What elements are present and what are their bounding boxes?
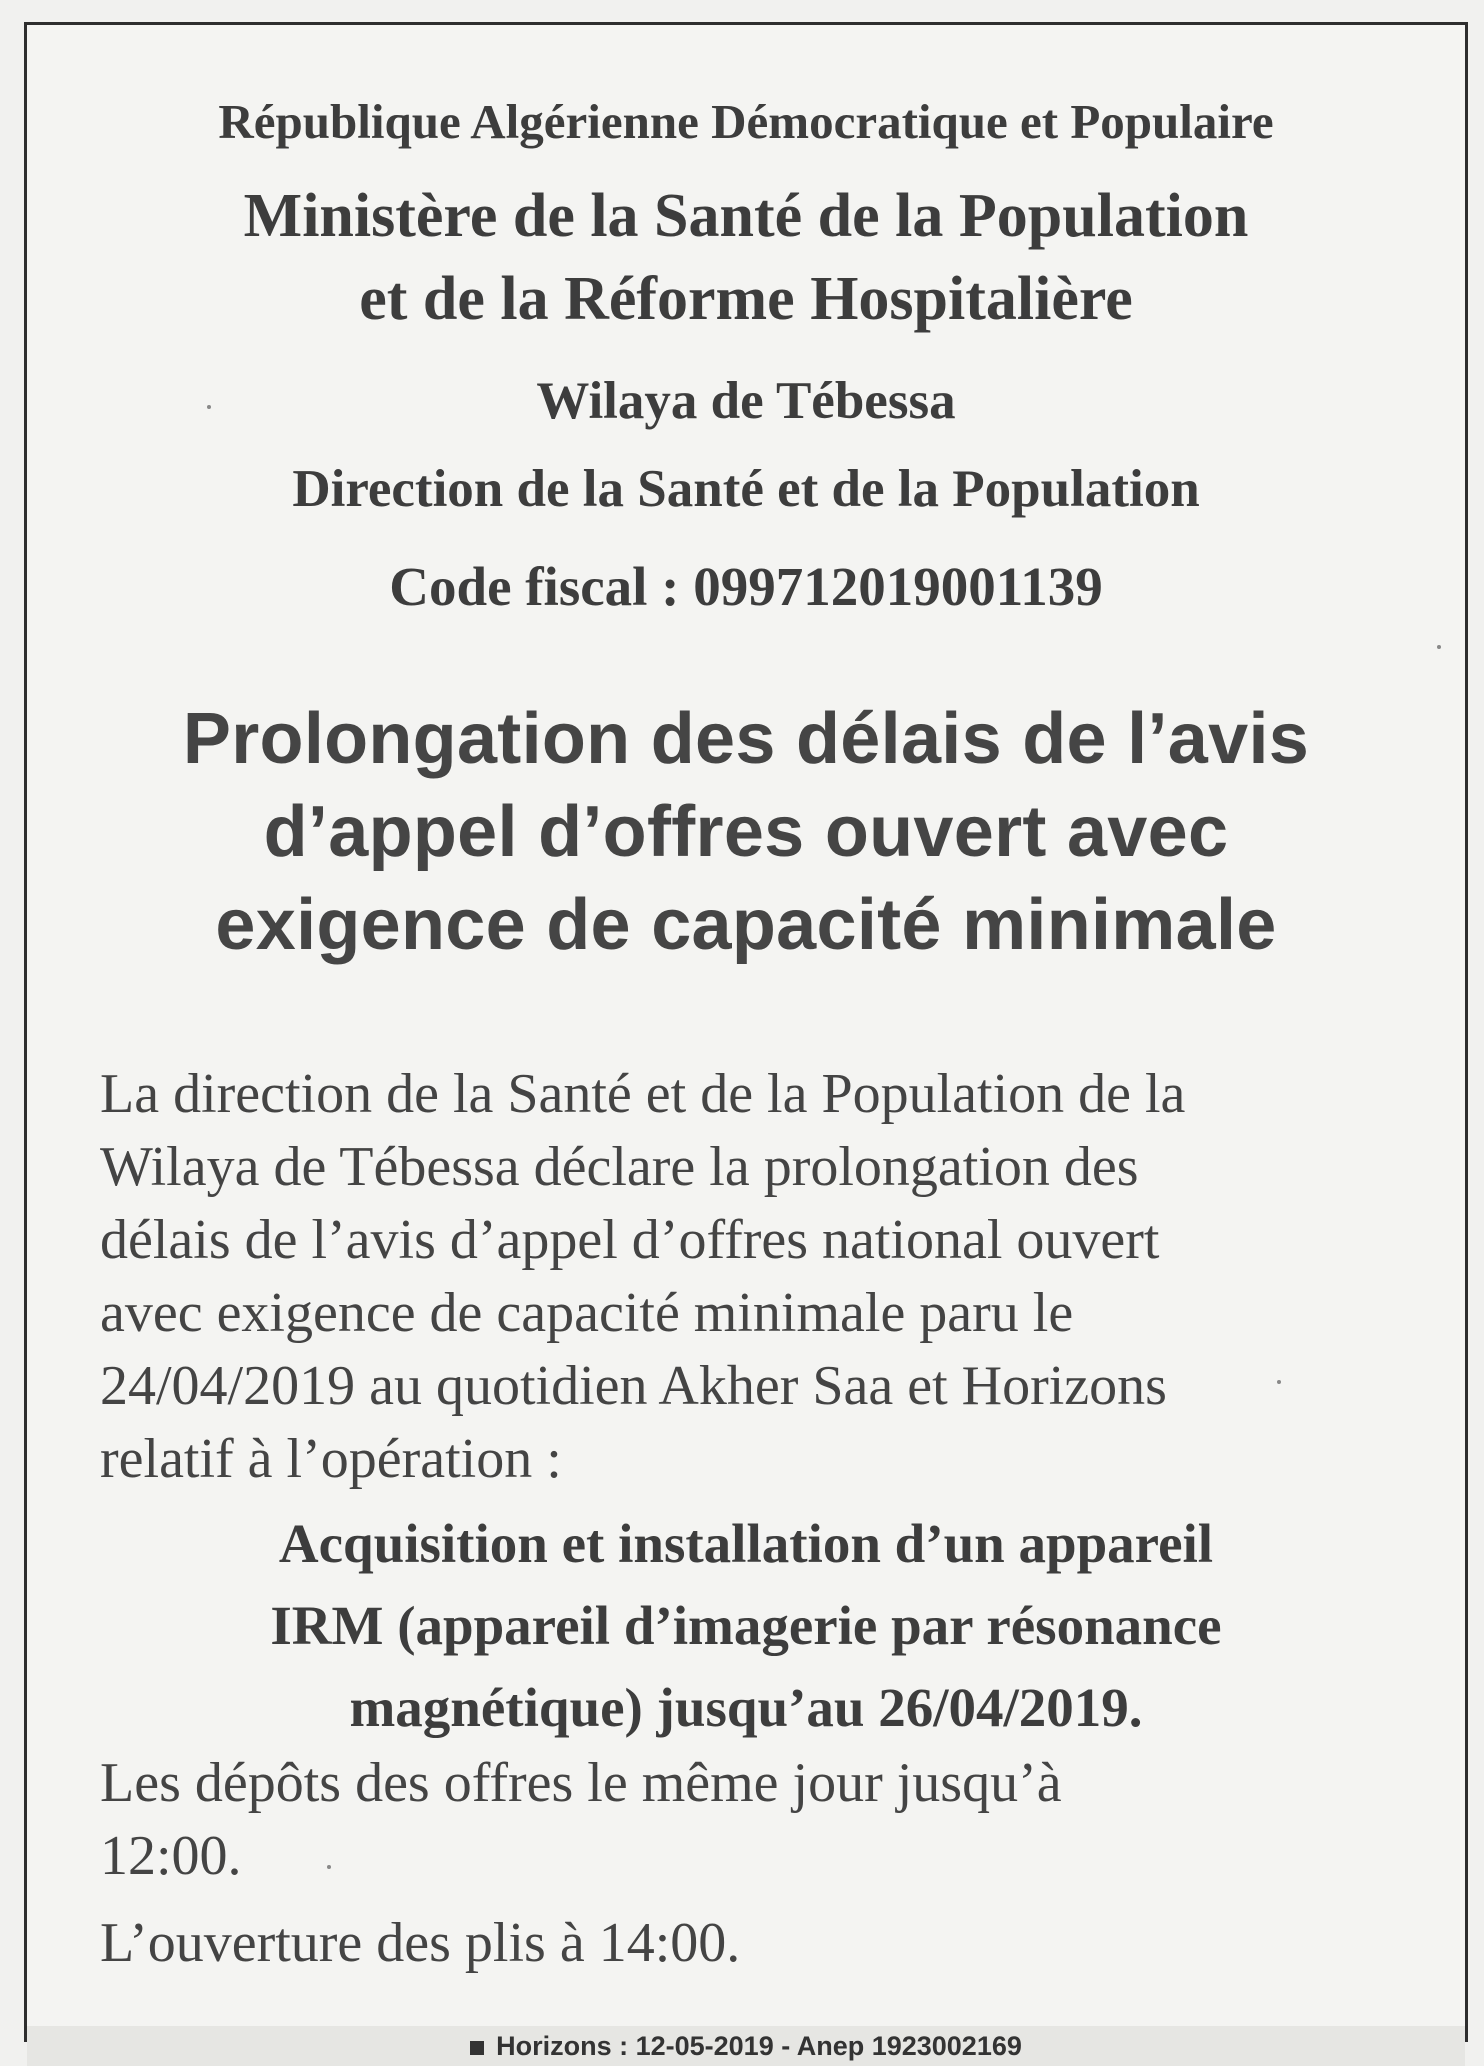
operation-line-1: Acquisition et installation d’un appareil: [278, 1513, 1214, 1574]
body-line: 24/04/2019 au quotidien Akher Saa et Horizons: [100, 1355, 1167, 1417]
square-bullet-icon: [470, 2041, 484, 2055]
wilaya-heading: Wilaya de Tébessa: [536, 372, 956, 430]
body-line: délais de l’avis d’appel d’offres national ouvert: [100, 1209, 1160, 1271]
republic-heading: République Algérienne Démocratique et Populaire: [218, 94, 1274, 149]
notice-frame: [24, 22, 1468, 2061]
direction-heading: Direction de la Santé et de la Population: [292, 460, 1200, 518]
publication-footer: [27, 2026, 1465, 2066]
notice-body: [100, 1058, 1460, 1496]
print-speck: [207, 405, 211, 409]
depots-line-2: 12:00.: [100, 1825, 242, 1887]
body-line: relatif à l’opération :: [100, 1428, 562, 1490]
operation-line-2: IRM (appareil d’imagerie par résonance: [270, 1595, 1222, 1656]
body-line: Wilaya de Tébessa déclare la prolongation des: [100, 1136, 1139, 1198]
print-speck: [327, 1865, 331, 1869]
body-line: La direction de la Santé et de la Population de la: [100, 1063, 1186, 1125]
ouverture-line: L’ouverture des plis à 14:00.: [100, 1912, 741, 1974]
title-line-2: d’appel d’offres ouvert avec: [263, 792, 1229, 872]
operation-description: [27, 1503, 1465, 1749]
ministry-heading: [27, 175, 1465, 341]
ministry-line-2: et de la Réforme Hospitalière: [359, 265, 1133, 333]
title-line-3: exigence de capacité minimale: [215, 885, 1277, 965]
print-speck: [1437, 645, 1441, 649]
body-line: avec exigence de capacité minimale paru le: [100, 1282, 1074, 1344]
notice-title: [27, 693, 1465, 972]
depots-line-1: Les dépôts des offres le même jour jusqu’à: [100, 1752, 1062, 1814]
operation-line-3: magnétique) jusqu’au 26/04/2019.: [349, 1677, 1143, 1738]
code-fiscal: Code fiscal : 099712019001139: [389, 556, 1103, 617]
footer-text: Horizons : 12-05-2019 - Anep 1923002169: [496, 2031, 1022, 2061]
title-line-1: Prolongation des délais de l’avis: [182, 699, 1310, 779]
ministry-line-1: Ministère de la Santé de la Population: [243, 182, 1249, 250]
print-speck: [1277, 1380, 1281, 1384]
